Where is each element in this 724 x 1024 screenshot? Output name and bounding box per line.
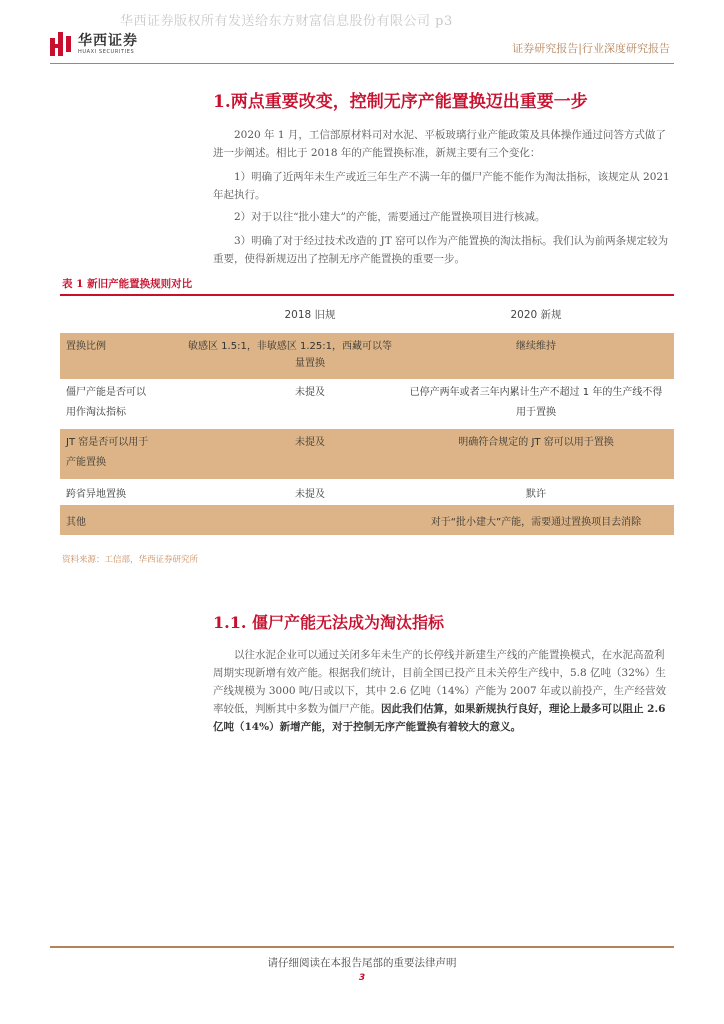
- row-2020-value: 已停产两年或者三年内累计生产不超过 1 年的生产线不得 用于置换: [409, 387, 663, 418]
- table-row: [60, 429, 674, 479]
- row-label: 跨省异地置换: [66, 488, 126, 500]
- paragraph-2: 1）明确了近两年未生产或近三年生产不满一年的僵尸产能不能作为淘汰指标，该规定从 2021 年起执行。: [213, 171, 670, 201]
- watermark-text: 华西证券版权所有发送给东方财富信息股份有限公司 p3: [120, 14, 453, 29]
- company-logo: [50, 32, 138, 56]
- logo-chinese-name: 华西证券: [78, 33, 138, 49]
- row-2018-value: 未提及: [295, 488, 325, 500]
- section-1-title: 1.两点重要改变，控制无序产能置换迈出重要一步: [213, 92, 588, 112]
- huaxi-logo-icon: [50, 32, 72, 56]
- row-label: JT 窑是否可以用于 产能置换: [66, 437, 149, 468]
- row-2018-value: [222, 505, 398, 535]
- section-1-1-title: 1.1. 僵尸产能无法成为淘汰指标: [213, 613, 444, 632]
- header-cell-2018: 2018 旧规: [284, 309, 336, 321]
- row-2018-value: 未提及: [295, 437, 325, 448]
- paragraph-5-bold: 因此我们估算，如果新规执行良好，理论上最多可以阻止 2.6 亿吨（14%）新增产能，对于控制无序产能置换有着较大的意义。: [213, 703, 666, 733]
- footer-divider: [50, 946, 674, 948]
- row-2018-value: 敏感区 1.5:1，非敏感区 1.25:1，西藏可以等 量置换: [188, 341, 392, 369]
- row-label: 其他: [66, 516, 86, 528]
- row-2018-value: 未提及: [295, 387, 325, 398]
- paragraph-1: 2020 年 1 月，工信部原材料司对水泥、平板玻璃行业产能政策及具体操作通过问答方式做了进一步阐述。相比于 2018 年的产能置换标准，新规主要有三个变化：: [213, 129, 666, 159]
- legal-notice: 请仔细阅读在本报告尾部的重要法律声明: [267, 957, 457, 969]
- row-2020-value: 对于“批小建大”产能，需要通过置换项目去消除: [430, 516, 642, 528]
- report-type-tag: 证券研究报告|行业深度研究报告: [512, 42, 670, 55]
- table-header-row: [60, 295, 674, 333]
- logo-english-name: HUAXI SECURITIES: [78, 49, 135, 55]
- comparison-table: [60, 294, 674, 535]
- table-source-note: 资料来源：工信部，华西证券研究所: [62, 555, 199, 565]
- row-2020-value: 默许: [526, 488, 546, 500]
- header-divider: [50, 63, 674, 64]
- header-cell-2020: 2020 新规: [510, 309, 562, 321]
- paragraph-5: [213, 646, 671, 736]
- paragraph-4: 3）明确了对于经过技术改造的 JT 窑可以作为产能置换的淘汰指标。我们认为前两条规定较为重要，使得新规迈出了控制无序产能置换的重要一步。: [213, 235, 669, 265]
- table-row: [60, 479, 674, 505]
- row-label: 僵尸产能是否可以 用作淘汰指标: [66, 387, 146, 418]
- page-number: 3: [358, 973, 366, 983]
- table-row: [60, 379, 674, 429]
- table-row: [60, 505, 674, 535]
- table-caption: 表 1 新旧产能置换规则对比: [62, 278, 193, 290]
- paragraph-3: 2）对于以往“批小建大”的产能，需要通过产能置换项目进行核减。: [234, 211, 546, 223]
- row-2020-value: 继续维持: [516, 341, 556, 352]
- table-row: [60, 333, 674, 379]
- header-cell-empty: [60, 295, 222, 333]
- paragraph-5-normal: 以往水泥企业可以通过关闭多年未生产的长停线并新建生产线的产能置换模式，在水泥高盈利周期实现新增有效产能。根据我们统计，目前全国已投产且未关停生产线中，5.8 亿吨（32%）生产线规模为 3000 吨/日或以下，其中 2.6 亿吨（14%）产能为 2007 年或以前投产，生产经营效率较低，判断其中多数为僵尸产能。: [213, 649, 667, 715]
- row-2020-value: 明确符合规定的 JT 窑可以用于置换: [458, 437, 614, 448]
- row-label: 置换比例: [66, 341, 106, 352]
